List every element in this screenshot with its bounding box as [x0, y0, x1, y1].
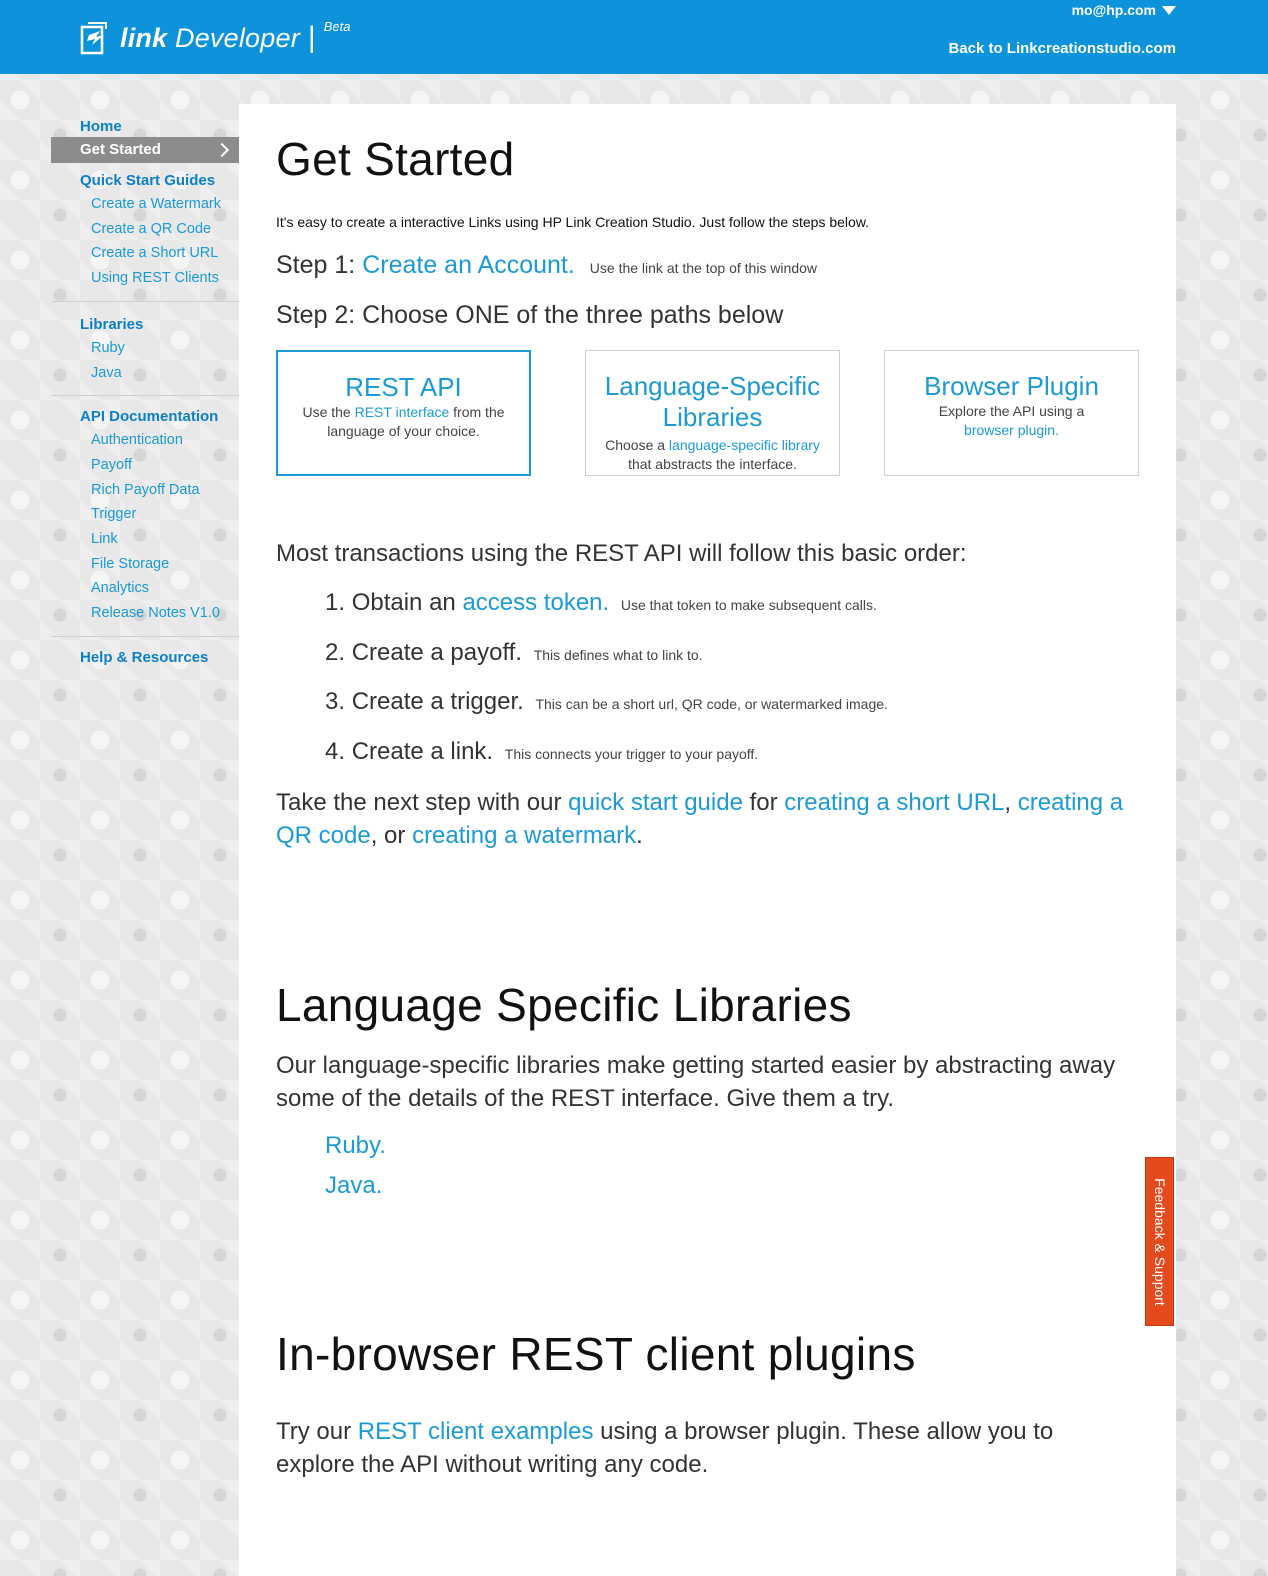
- list-text: Create a trigger.: [351, 688, 524, 715]
- list-text: Obtain an: [351, 589, 463, 616]
- list-number: 2.: [325, 639, 346, 666]
- sidebar-divider: [51, 301, 239, 302]
- libraries-section-title: Language Specific Libraries: [276, 979, 852, 1031]
- access-token-link[interactable]: access token.: [462, 589, 610, 616]
- list-text: Create a link.: [351, 738, 494, 765]
- sidebar-item-home[interactable]: Home: [80, 118, 122, 135]
- sidebar-item-payoff[interactable]: Payoff: [91, 456, 132, 473]
- chevron-right-icon: [215, 143, 229, 157]
- browser-plugin-card[interactable]: [884, 350, 1139, 476]
- card-description: [278, 403, 529, 441]
- card-title: REST API: [345, 372, 462, 402]
- sidebar-item-label: Get Started: [80, 141, 161, 158]
- list-item: [325, 688, 888, 716]
- link-logo-icon: [80, 21, 110, 55]
- step-1: [276, 251, 817, 280]
- plugins-section-body: [276, 1415, 1126, 1481]
- intro-text: It's easy to create a interactive Links using HP Link Creation Studio. Just follow the steps below.: [276, 214, 870, 230]
- text-fragment: ,: [1004, 789, 1018, 816]
- sidebar-item-api-documentation[interactable]: API Documentation: [80, 408, 219, 426]
- creating-watermark-link[interactable]: creating a watermark: [412, 822, 637, 849]
- list-item: [325, 589, 877, 617]
- step-1-label: Step 1:: [276, 251, 356, 279]
- brand-name: link Developer: [120, 22, 300, 53]
- sidebar-item-link[interactable]: Link: [91, 531, 118, 548]
- plugins-section-title: In-browser REST client plugins: [276, 1328, 916, 1380]
- card-text: Use the: [302, 404, 355, 420]
- sidebar-item-trigger[interactable]: Trigger: [91, 506, 137, 523]
- sidebar-item-rich-payoff-data[interactable]: Rich Payoff Data: [91, 481, 200, 498]
- card-text: Explore the API using a: [938, 403, 1085, 419]
- list-number: 1.: [325, 589, 346, 616]
- creating-qr-code-link[interactable]: creating a QR code: [276, 789, 1124, 849]
- logo[interactable]: [80, 18, 350, 58]
- card-description: [927, 402, 1097, 440]
- card-description: [598, 436, 828, 474]
- feedback-support-tab[interactable]: [1145, 1157, 1174, 1326]
- create-account-link[interactable]: Create an Account.: [362, 251, 575, 279]
- quick-start-guide-link[interactable]: quick start guide: [568, 789, 743, 816]
- libraries-section-body: Our language-specific libraries make getting started easier by abstracting away some of the details of the REST interface. Give them a try.: [276, 1052, 1116, 1112]
- rest-api-card[interactable]: [276, 350, 531, 476]
- card-text: from the language of your choice.: [327, 404, 505, 439]
- card-text: Choose a: [605, 437, 669, 453]
- step-1-note: Use the link at the top of this window: [589, 260, 818, 276]
- sidebar-item-java[interactable]: Java: [91, 364, 122, 381]
- sidebar-item-create-short-url[interactable]: Create a Short URL: [91, 245, 219, 262]
- page-title: Get Started: [276, 133, 515, 185]
- rest-client-examples-link[interactable]: REST client examples: [357, 1418, 594, 1445]
- rest-interface-link[interactable]: REST interface: [354, 404, 450, 420]
- text-fragment: Take the next step with our: [276, 789, 569, 816]
- step-2: Step 2: Choose ONE of the three paths below: [276, 301, 784, 329]
- text-fragment: Try our: [276, 1418, 358, 1445]
- card-title: Browser Plugin: [924, 371, 1099, 401]
- sidebar-item-analytics[interactable]: Analytics: [91, 580, 150, 597]
- sidebar-item-help-resources[interactable]: Help & Resources: [80, 648, 209, 666]
- top-header: [0, 0, 1268, 74]
- sidebar-item-file-storage[interactable]: File Storage: [91, 555, 170, 572]
- back-to-site-link[interactable]: Back to Linkcreationstudio.com: [948, 40, 1176, 57]
- text-fragment: using a browser plugin. These allow you to explore the API without writing any code.: [276, 1418, 1054, 1478]
- browser-plugin-link[interactable]: browser plugin.: [964, 422, 1059, 438]
- card-title: Language-Specific Libraries: [604, 371, 821, 432]
- feedback-label: Feedback & Support: [1151, 1177, 1168, 1306]
- sidebar-item-using-rest-clients[interactable]: Using REST Clients: [91, 270, 219, 287]
- sidebar-divider: [51, 395, 239, 396]
- list-note: This defines what to link to.: [533, 647, 703, 663]
- ruby-library-link[interactable]: Ruby.: [325, 1132, 386, 1159]
- brand-separator: |: [307, 21, 316, 54]
- sidebar-item-quick-start-guides[interactable]: Quick Start Guides: [80, 172, 216, 189]
- list-note: Use that token to make subsequent calls.: [620, 597, 877, 613]
- sidebar-item-libraries[interactable]: Libraries: [80, 315, 144, 333]
- beta-label: Beta: [323, 18, 351, 34]
- next-step-text: [276, 786, 1146, 852]
- main-content: [239, 104, 1176, 1576]
- list-text: Create a payoff.: [351, 639, 523, 666]
- sidebar-item-authentication[interactable]: Authentication: [91, 432, 183, 449]
- list-number: 3.: [325, 688, 346, 715]
- order-title: Most transactions using the REST API will follow this basic order:: [276, 540, 967, 567]
- card-text: that abstracts the interface.: [628, 456, 797, 472]
- caret-down-icon: [1162, 6, 1176, 15]
- language-library-link[interactable]: language-specific library: [668, 437, 820, 453]
- text-fragment: , or: [370, 822, 413, 849]
- sidebar-item-create-watermark[interactable]: Create a Watermark: [91, 196, 221, 212]
- text-fragment: for: [742, 789, 785, 816]
- java-library-link[interactable]: Java.: [325, 1172, 383, 1199]
- sidebar-item-create-qr-code[interactable]: Create a QR Code: [91, 220, 212, 237]
- language-libraries-card[interactable]: [585, 350, 840, 476]
- sidebar-item-ruby[interactable]: Ruby: [91, 339, 125, 356]
- text-fragment: .: [636, 822, 643, 849]
- sidebar-nav: [51, 104, 239, 666]
- creating-short-url-link[interactable]: creating a short URL: [784, 789, 1005, 816]
- list-number: 4.: [325, 738, 346, 765]
- list-item: [325, 639, 703, 667]
- sidebar-item-release-notes[interactable]: Release Notes V1.0: [91, 605, 220, 622]
- sidebar-item-get-started[interactable]: [51, 137, 239, 163]
- user-email: mo@hp.com: [1071, 2, 1156, 18]
- list-note: This can be a short url, QR code, or watermarked image.: [535, 696, 888, 712]
- sidebar-divider: [51, 636, 239, 637]
- list-item: [325, 738, 758, 766]
- list-note: This connects your trigger to your payoff.: [504, 746, 759, 762]
- user-menu[interactable]: [1072, 2, 1176, 18]
